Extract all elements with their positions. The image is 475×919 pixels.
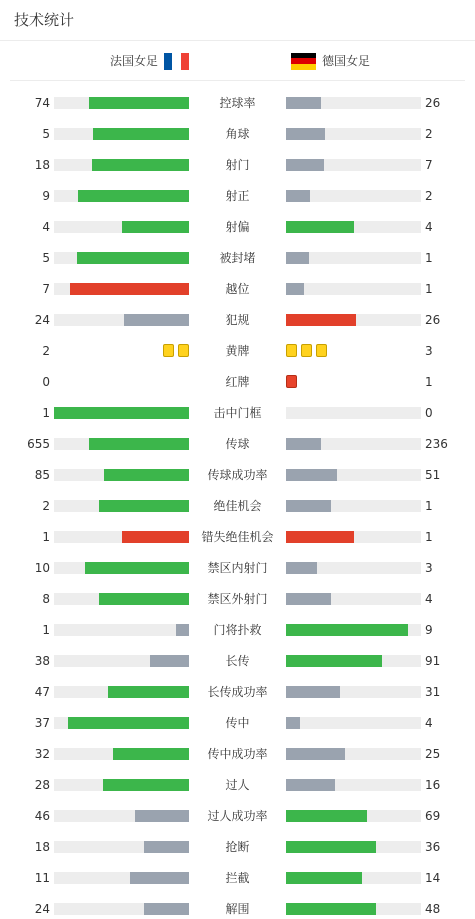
away-value: 4 [425, 592, 433, 606]
france-flag-icon [164, 53, 189, 70]
stat-row [0, 189, 475, 203]
home-value: 5 [42, 251, 50, 265]
away-bar-track [286, 531, 421, 543]
stat-label: 拦截 [225, 871, 250, 885]
away-bar-fill [286, 190, 310, 202]
away-bar-track [286, 593, 421, 605]
away-value: 236 [425, 437, 448, 451]
away-bar-track [286, 221, 421, 233]
stat-label: 被封堵 [219, 251, 256, 265]
away-bar-track [286, 810, 421, 822]
home-value: 9 [42, 189, 50, 203]
stat-row [0, 344, 475, 358]
stat-row [0, 530, 475, 544]
home-bar-track [54, 190, 189, 202]
away-value: 91 [425, 654, 441, 668]
home-bar-track [54, 221, 189, 233]
stat-label: 黄牌 [225, 344, 250, 358]
home-value: 74 [34, 96, 50, 110]
home-value: 1 [42, 406, 50, 420]
away-bar-fill [286, 872, 362, 884]
away-bar-fill [286, 624, 408, 636]
away-bar-track [286, 562, 421, 574]
home-bar-fill [78, 190, 189, 202]
away-value: 2 [425, 127, 433, 141]
away-value: 1 [425, 251, 433, 265]
away-value: 26 [425, 313, 441, 327]
home-value: 0 [42, 375, 50, 389]
away-team-name: 德国女足 [322, 54, 371, 68]
away-value: 51 [425, 468, 441, 482]
home-value: 37 [34, 716, 50, 730]
stat-label: 传球成功率 [207, 468, 268, 482]
home-value: 2 [42, 499, 50, 513]
stat-label: 禁区内射门 [207, 561, 268, 575]
away-value: 48 [425, 902, 441, 916]
away-bar-fill [286, 97, 321, 109]
away-bar-track [286, 500, 421, 512]
home-bar-fill [122, 221, 190, 233]
home-value: 28 [34, 778, 50, 792]
stat-label: 长传成功率 [207, 685, 268, 699]
home-value: 18 [34, 840, 50, 854]
away-bar-fill [286, 779, 335, 791]
stat-label: 抢断 [225, 840, 250, 854]
stat-label: 射偏 [225, 220, 250, 234]
home-value: 24 [34, 902, 50, 916]
team-header [0, 52, 475, 74]
stat-label: 解围 [225, 902, 250, 916]
stat-row [0, 437, 475, 451]
home-bar-track [54, 97, 189, 109]
flag-stripe [164, 53, 172, 70]
red-card-icon [286, 375, 297, 388]
stat-row [0, 251, 475, 265]
stat-row [0, 313, 475, 327]
home-bar-track [54, 314, 189, 326]
stat-row [0, 375, 475, 389]
home-bar-fill [108, 686, 189, 698]
home-bar-fill [103, 779, 189, 791]
home-bar-track [54, 841, 189, 853]
stat-row [0, 747, 475, 761]
away-bar-fill [286, 841, 376, 853]
yellow-card-icon [286, 344, 297, 357]
away-bar-fill [286, 314, 356, 326]
stat-label: 禁区外射门 [207, 592, 268, 606]
home-bar-fill [150, 655, 189, 667]
away-value: 9 [425, 623, 433, 637]
home-value: 38 [34, 654, 50, 668]
home-bar-track [54, 283, 189, 295]
home-bar-track [54, 252, 189, 264]
away-cards [286, 344, 327, 357]
away-bar-fill [286, 128, 325, 140]
page-title: 技术统计 [14, 11, 75, 29]
flag-stripe [172, 53, 180, 70]
home-bar-fill [144, 903, 189, 915]
home-bar-fill [124, 314, 189, 326]
away-bar-fill [286, 593, 331, 605]
away-bar-fill [286, 252, 309, 264]
away-value: 16 [425, 778, 441, 792]
away-bar-track [286, 159, 421, 171]
stat-row [0, 592, 475, 606]
home-value: 85 [34, 468, 50, 482]
home-value: 1 [42, 530, 50, 544]
home-value: 8 [42, 592, 50, 606]
home-bar-track [54, 779, 189, 791]
away-bar-fill [286, 438, 321, 450]
yellow-card-icon [316, 344, 327, 357]
away-bar-fill [286, 562, 317, 574]
home-value: 24 [34, 313, 50, 327]
away-value: 1 [425, 530, 433, 544]
stat-row [0, 406, 475, 420]
away-bar-track [286, 686, 421, 698]
home-bar-fill [104, 469, 189, 481]
yellow-card-icon [301, 344, 312, 357]
away-value: 31 [425, 685, 441, 699]
away-bar-track [286, 252, 421, 264]
stat-row [0, 468, 475, 482]
home-value: 655 [27, 437, 50, 451]
home-bar-track [54, 655, 189, 667]
away-value: 3 [425, 561, 433, 575]
home-bar-fill [68, 717, 190, 729]
stat-row [0, 685, 475, 699]
away-bar-fill [286, 283, 304, 295]
stat-row [0, 282, 475, 296]
away-bar-track [286, 748, 421, 760]
away-bar-fill [286, 531, 354, 543]
home-value: 4 [42, 220, 50, 234]
away-bar-fill [286, 717, 300, 729]
away-bar-track [286, 624, 421, 636]
away-bar-track [286, 407, 421, 419]
home-bar-track [54, 128, 189, 140]
away-bar-track [286, 903, 421, 915]
home-bar-fill [130, 872, 189, 884]
stat-row [0, 220, 475, 234]
home-bar-fill [85, 562, 189, 574]
away-bar-track [286, 190, 421, 202]
away-value: 1 [425, 499, 433, 513]
away-bar-track [286, 314, 421, 326]
home-bar-track [54, 500, 189, 512]
away-bar-fill [286, 159, 324, 171]
away-value: 36 [425, 840, 441, 854]
home-bar-track [54, 810, 189, 822]
home-bar-fill [77, 252, 189, 264]
stat-row [0, 561, 475, 575]
home-bar-fill [122, 531, 190, 543]
stat-row [0, 158, 475, 172]
stat-label: 过人成功率 [207, 809, 268, 823]
away-bar-track [286, 841, 421, 853]
away-bar-track [286, 438, 421, 450]
stat-row [0, 809, 475, 823]
away-value: 2 [425, 189, 433, 203]
home-bar-fill [70, 283, 189, 295]
away-value: 1 [425, 375, 433, 389]
germany-flag-icon [291, 53, 316, 70]
home-value: 46 [34, 809, 50, 823]
home-value: 32 [34, 747, 50, 761]
away-bar-track [286, 779, 421, 791]
stat-label: 控球率 [219, 96, 256, 110]
home-bar-track [54, 438, 189, 450]
away-cards [286, 375, 297, 388]
home-value: 18 [34, 158, 50, 172]
stat-row [0, 623, 475, 637]
away-bar-track [286, 128, 421, 140]
stat-label: 过人 [225, 778, 250, 792]
home-bar-fill [144, 841, 189, 853]
stat-label: 长传 [225, 654, 250, 668]
home-bar-track [54, 531, 189, 543]
away-bar-track [286, 469, 421, 481]
stat-label: 传中成功率 [207, 747, 268, 761]
home-bar-track [54, 159, 189, 171]
home-bar-track [54, 562, 189, 574]
stat-label: 红牌 [225, 375, 250, 389]
away-value: 4 [425, 716, 433, 730]
away-bar-fill [286, 469, 337, 481]
yellow-card-icon [178, 344, 189, 357]
away-bar-track [286, 97, 421, 109]
stat-row [0, 499, 475, 513]
home-team[interactable] [110, 52, 189, 70]
home-bar-track [54, 593, 189, 605]
title-divider [0, 40, 475, 41]
home-bar-track [54, 748, 189, 760]
away-value: 25 [425, 747, 441, 761]
stat-label: 传球 [225, 437, 250, 451]
home-bar-track [54, 903, 189, 915]
away-bar-fill [286, 221, 354, 233]
stat-label: 门将扑救 [213, 623, 262, 637]
home-bar-track [54, 469, 189, 481]
stat-label: 击中门框 [213, 406, 262, 420]
stat-row [0, 96, 475, 110]
home-bar-track [54, 407, 189, 419]
home-bar-fill [92, 159, 189, 171]
away-value: 7 [425, 158, 433, 172]
away-team[interactable] [291, 52, 370, 70]
home-bar-track [54, 686, 189, 698]
away-bar-track [286, 872, 421, 884]
away-value: 14 [425, 871, 441, 885]
yellow-card-icon [163, 344, 174, 357]
home-value: 1 [42, 623, 50, 637]
home-value: 10 [34, 561, 50, 575]
home-value: 11 [34, 871, 50, 885]
home-bar-fill [176, 624, 190, 636]
away-value: 26 [425, 96, 441, 110]
home-value: 47 [34, 685, 50, 699]
away-bar-fill [286, 686, 340, 698]
home-bar-fill [89, 97, 189, 109]
stat-label: 绝佳机会 [213, 499, 262, 513]
home-bar-fill [89, 438, 189, 450]
stat-row [0, 840, 475, 854]
stat-row [0, 654, 475, 668]
home-bar-fill [135, 810, 189, 822]
stat-label: 错失绝佳机会 [201, 530, 274, 544]
home-bar-track [54, 717, 189, 729]
stat-label: 传中 [225, 716, 250, 730]
away-value: 0 [425, 406, 433, 420]
away-bar-track [286, 283, 421, 295]
home-team-name: 法国女足 [109, 54, 158, 68]
stat-label: 射正 [225, 189, 250, 203]
home-bar-fill [54, 407, 189, 419]
away-bar-track [286, 717, 421, 729]
stat-label: 越位 [225, 282, 250, 296]
stat-row [0, 127, 475, 141]
home-bar-fill [93, 128, 189, 140]
away-value: 1 [425, 282, 433, 296]
stat-row [0, 716, 475, 730]
away-bar-track [286, 655, 421, 667]
home-bar-track [54, 872, 189, 884]
stat-label: 犯规 [225, 313, 250, 327]
stat-label: 角球 [225, 127, 250, 141]
stat-label: 射门 [225, 158, 250, 172]
home-value: 5 [42, 127, 50, 141]
away-bar-fill [286, 748, 345, 760]
stat-row [0, 871, 475, 885]
away-bar-fill [286, 500, 331, 512]
away-value: 4 [425, 220, 433, 234]
home-cards [163, 344, 189, 357]
away-bar-fill [286, 810, 367, 822]
home-value: 2 [42, 344, 50, 358]
home-bar-fill [113, 748, 189, 760]
home-value: 7 [42, 282, 50, 296]
home-bar-track [54, 624, 189, 636]
away-value: 3 [425, 344, 433, 358]
home-bar-fill [99, 593, 189, 605]
away-value: 69 [425, 809, 441, 823]
home-bar-fill [99, 500, 189, 512]
flag-stripe [181, 53, 189, 70]
away-bar-fill [286, 903, 376, 915]
stat-row [0, 902, 475, 916]
stat-row [0, 778, 475, 792]
away-bar-fill [286, 655, 382, 667]
flag-stripe [291, 64, 316, 70]
header-divider [10, 80, 465, 81]
